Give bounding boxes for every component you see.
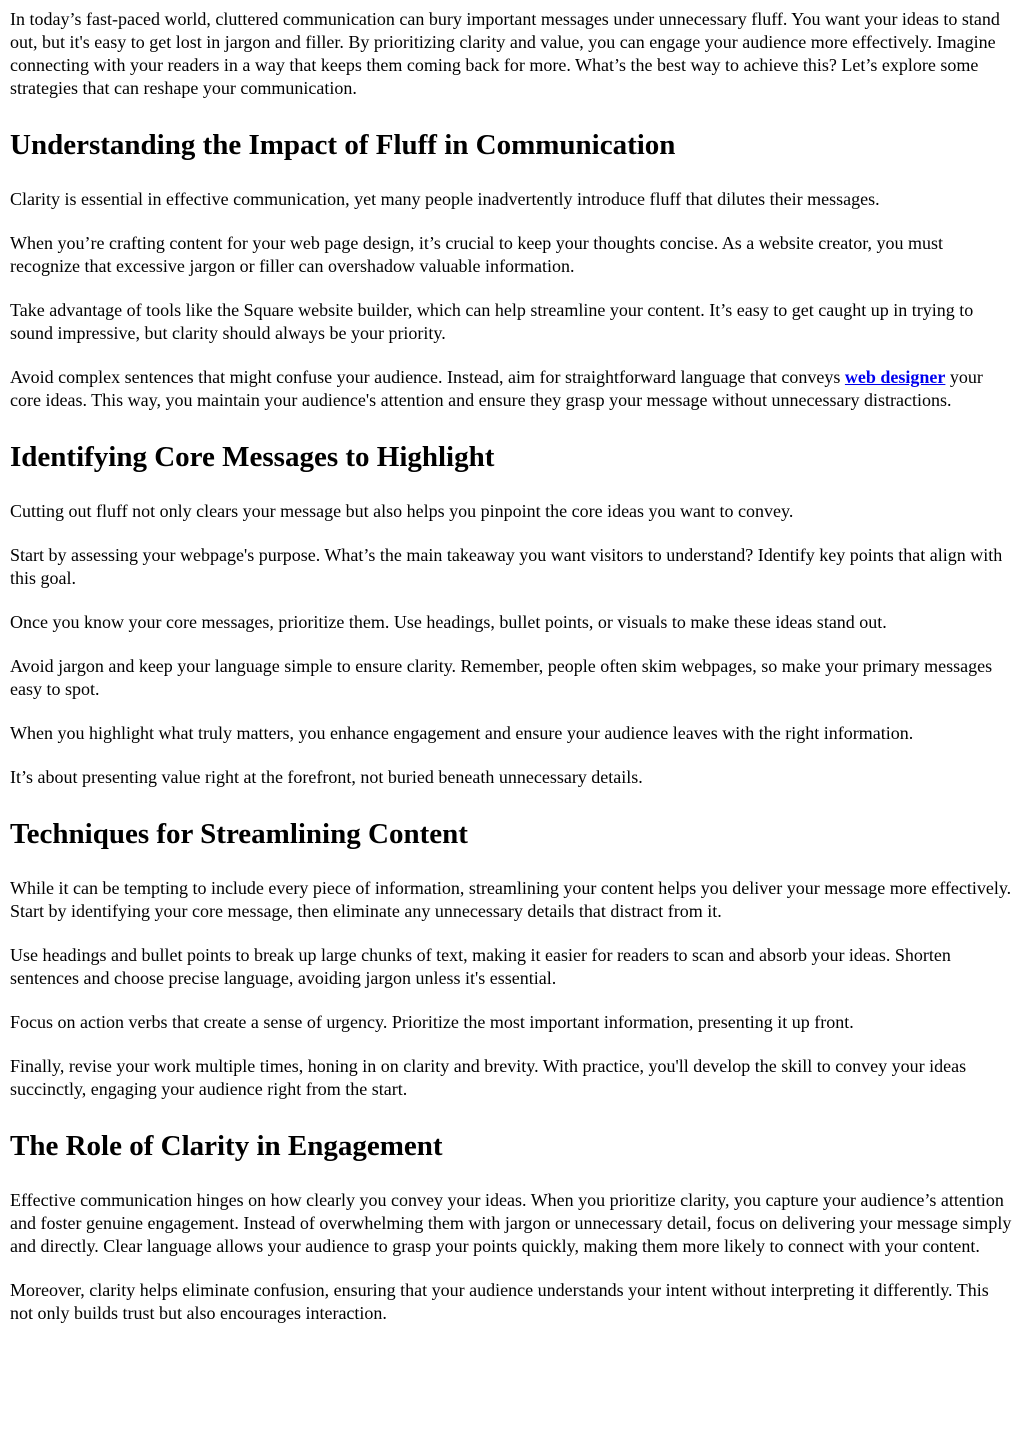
article bbox=[10, 8, 1016, 1325]
section-heading: Techniques for Streamlining Content bbox=[10, 818, 468, 850]
paragraph: Avoid jargon and keep your language simple to ensure clarity. Remember, people often skim webpages, so make your primary messages easy to spot. bbox=[10, 656, 993, 699]
paragraph: While it can be tempting to include every piece of information, streamlining your content helps you deliver your message more effectively. Start by identifying your core message, then eliminate any unnecessary details that distract from it. bbox=[10, 878, 1012, 921]
paragraph: Use headings and bullet points to break up large chunks of text, making it easier for readers to scan and absorb your ideas. Shorten sentences and choose precise language, avoiding jargon unless it's essential. bbox=[10, 945, 951, 988]
section-heading: The Role of Clarity in Engagement bbox=[10, 1130, 443, 1162]
paragraph: Start by assessing your webpage's purpose. What’s the main takeaway you want visitors to understand? Identify key points that align with this goal. bbox=[10, 545, 1003, 588]
section-fluff-impact bbox=[10, 128, 1016, 412]
section-clarity-engagement bbox=[10, 1129, 1016, 1325]
paragraph: Moreover, clarity helps eliminate confusion, ensuring that your audience understands your intent without interpreting it differently. This not only builds trust but also encourages interaction. bbox=[10, 1280, 989, 1323]
section-heading: Understanding the Impact of Fluff in Communication bbox=[10, 129, 676, 161]
paragraph: Finally, revise your work multiple times, honing in on clarity and brevity. With practice, you'll develop the skill to convey your ideas succinctly, engaging your audience right from the start. bbox=[10, 1056, 967, 1099]
section-streamlining bbox=[10, 817, 1016, 1101]
intro-paragraph: In today’s fast-paced world, cluttered communication can bury important messages under unnecessary fluff. You want your ideas to stand out, but it's easy to get lost in jargon and filler. By prioritizing clarity and value, you can engage your audience more effectively. Imagine connecting with your readers in a way that keeps them coming back for more. What’s the best way to achieve this? Let’s explore some strategies that can reshape your communication. bbox=[10, 9, 1000, 98]
paragraph: It’s about presenting value right at the forefront, not buried beneath unnecessary details. bbox=[10, 767, 643, 787]
paragraph: Once you know your core messages, prioritize them. Use headings, bullet points, or visuals to make these ideas stand out. bbox=[10, 612, 887, 632]
paragraph: Clarity is essential in effective communication, yet many people inadvertently introduce fluff that dilutes their messages. bbox=[10, 189, 880, 209]
paragraph: When you’re crafting content for your web page design, it’s crucial to keep your thoughts concise. As a website creator, you must recognize that excessive jargon or filler can overshadow valuable information. bbox=[10, 233, 944, 276]
paragraph: When you highlight what truly matters, you enhance engagement and ensure your audience leaves with the right information. bbox=[10, 723, 914, 743]
section-core-messages bbox=[10, 440, 1016, 789]
paragraph: Cutting out fluff not only clears your message but also helps you pinpoint the core ideas you want to convey. bbox=[10, 501, 794, 521]
paragraph: Take advantage of tools like the Square website builder, which can help streamline your content. It’s easy to get caught up in trying to sound impressive, but clarity should always be your priority. bbox=[10, 300, 974, 343]
paragraph-with-link bbox=[10, 366, 1016, 412]
section-heading: Identifying Core Messages to Highlight bbox=[10, 441, 495, 473]
paragraph-text: your core ideas. This way, you maintain your audience's attention and ensure they grasp your message without unnecessary distractions. bbox=[10, 367, 983, 410]
paragraph-text: Avoid complex sentences that might confuse your audience. Instead, aim for straightforward language that conveys bbox=[10, 367, 845, 387]
web-designer-link[interactable]: web designer bbox=[844, 367, 946, 387]
paragraph: Effective communication hinges on how clearly you convey your ideas. When you prioritize clarity, you capture your audience’s attention and foster genuine engagement. Instead of overwhelming them with jargon or unnecessary detail, focus on delivering your message simply and directly. Clear language allows your audience to grasp your points quickly, making them more likely to connect with your content. bbox=[10, 1190, 1012, 1256]
paragraph: Focus on action verbs that create a sense of urgency. Prioritize the most important information, presenting it up front. bbox=[10, 1012, 854, 1032]
